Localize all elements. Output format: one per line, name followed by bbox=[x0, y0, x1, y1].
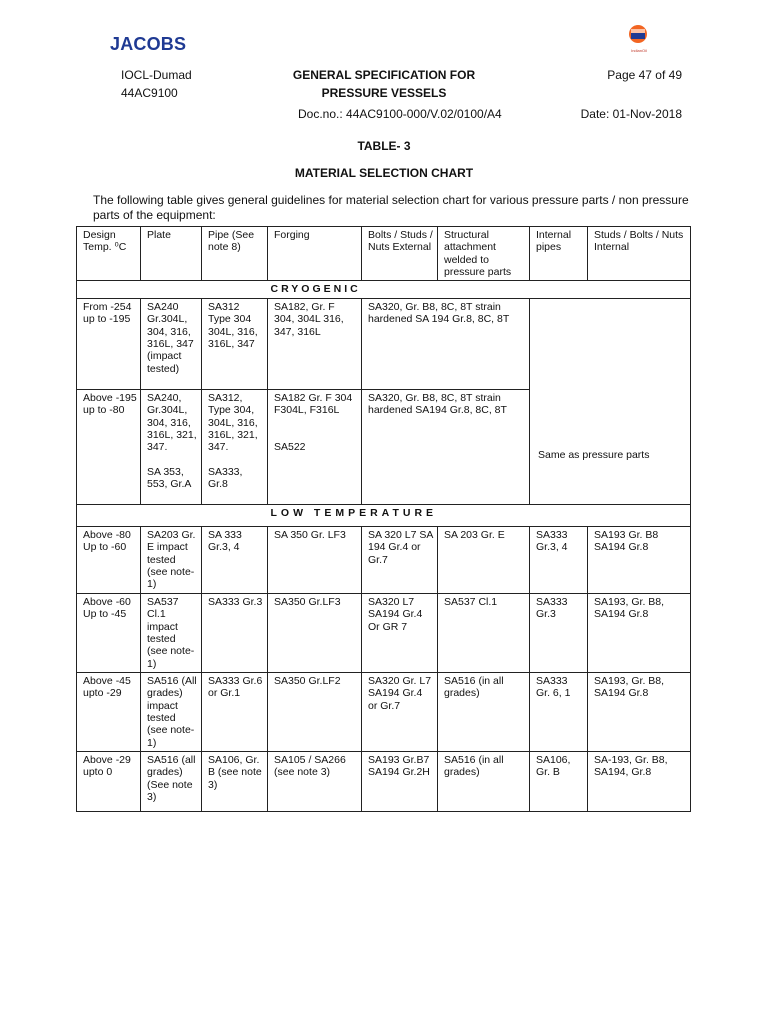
cell-studs-internal: SA193 Gr. B8 SA194 Gr.8 bbox=[588, 527, 691, 594]
cell-pipe: SA333 Gr.6 or Gr.1 bbox=[202, 673, 268, 752]
cell-studs-internal: SA193, Gr. B8, SA194 Gr.8 bbox=[588, 673, 691, 752]
cell-forging: SA350 Gr.LF2 bbox=[268, 673, 362, 752]
cell-bolts-external: SA320 L7 SA194 Gr.4 Or GR 7 bbox=[362, 594, 438, 673]
chart-title: MATERIAL SELECTION CHART bbox=[294, 166, 474, 180]
cell-same-as-pressure-parts bbox=[530, 299, 691, 505]
cell-internal-pipes: SA333 Gr.3 bbox=[530, 594, 588, 673]
section-row-cryogenic bbox=[77, 281, 691, 299]
cell-bolts-external: SA320, Gr. B8, 8C, 8T strain hardened SA 194 Gr.8, 8C, 8T bbox=[362, 299, 530, 390]
cell-pipe: SA312 Type 304 304L, 316, 316L, 347 bbox=[202, 299, 268, 390]
cell-bolts-external: SA 320 L7 SA 194 Gr.4 or Gr.7 bbox=[362, 527, 438, 594]
col-header-forging: Forging bbox=[268, 227, 362, 281]
cell-pipe bbox=[202, 390, 268, 505]
cell-structural-attachment: SA 203 Gr. E bbox=[438, 527, 530, 594]
cell-internal-pipes: SA333 Gr.3, 4 bbox=[530, 527, 588, 594]
project-name: IOCL-Dumad bbox=[121, 68, 192, 82]
page-number: Page 47 of 49 bbox=[607, 68, 682, 82]
table-row bbox=[77, 527, 691, 594]
cell-bolts-external: SA320 Gr. L7 SA194 Gr.4 or Gr.7 bbox=[362, 673, 438, 752]
table-title: TABLE- 3 bbox=[357, 139, 411, 153]
cell-plate: SA516 (all grades) (See note 3) bbox=[141, 752, 202, 812]
cell-internal-pipes: SA333 Gr. 6, 1 bbox=[530, 673, 588, 752]
col-header-pipe: Pipe (See note 8) bbox=[202, 227, 268, 281]
section-label-cryogenic: CRYOGENIC bbox=[268, 281, 691, 299]
cell-plate: SA240 Gr.304L, 304, 316, 316L, 347 (impact tested) bbox=[141, 299, 202, 390]
table-row bbox=[77, 594, 691, 673]
cell-temp: Above -29 upto 0 bbox=[77, 752, 141, 812]
section-label-low-temperature: LOW TEMPERATURE bbox=[268, 505, 691, 527]
doc-number: Doc.no.: 44AC9100-000/V.02/0100/A4 bbox=[298, 107, 502, 121]
col-header-design-temp: Design Temp. ⁰C bbox=[77, 227, 141, 281]
material-selection-table bbox=[76, 226, 691, 812]
plate-text: SA240, Gr.304L, 304, 316, 316L, 321, 347. bbox=[147, 392, 197, 454]
cell-plate bbox=[141, 390, 202, 505]
cell-pipe: SA 333 Gr.3, 4 bbox=[202, 527, 268, 594]
spec-title-line2: PRESSURE VESSELS bbox=[321, 86, 447, 100]
same-as-label: Same as pressure parts bbox=[538, 449, 650, 462]
table-row bbox=[77, 299, 691, 390]
cell-forging: SA350 Gr.LF3 bbox=[268, 594, 362, 673]
job-number: 44AC9100 bbox=[121, 86, 178, 100]
col-header-internal-pipes: Internal pipes bbox=[530, 227, 588, 281]
cell-bolts-external: SA320, Gr. B8, 8C, 8T strain hardened SA194 Gr.8, 8C, 8T bbox=[362, 390, 530, 505]
cell-forging bbox=[268, 390, 362, 505]
intro-paragraph: The following table gives general guidelines for material selection chart for various pressure parts / non pressure parts of the equipment: bbox=[93, 193, 689, 222]
cell-structural-attachment: SA516 (in all grades) bbox=[438, 673, 530, 752]
cell-structural-attachment: SA537 Cl.1 bbox=[438, 594, 530, 673]
col-header-structural-attachment: Structural attachment welded to pressure parts bbox=[438, 227, 530, 281]
jacobs-logo: JACOBS bbox=[110, 34, 187, 54]
cell-forging: SA 350 Gr. LF3 bbox=[268, 527, 362, 594]
col-header-studs-internal: Studs / Bolts / Nuts Internal bbox=[588, 227, 691, 281]
pipe-text-alt: SA333, Gr.8 bbox=[208, 465, 243, 490]
table-row bbox=[77, 673, 691, 752]
table-row bbox=[77, 752, 691, 812]
cell-temp: Above -195 up to -80 bbox=[77, 390, 141, 505]
col-header-bolts-external: Bolts / Studs / Nuts External bbox=[362, 227, 438, 281]
cell-temp: Above -60 Up to -45 bbox=[77, 594, 141, 673]
cell-plate: SA537 Cl.1 impact tested (see note-1) bbox=[141, 594, 202, 673]
cell-plate: SA203 Gr. E impact tested (see note-1) bbox=[141, 527, 202, 594]
cell-internal-pipes: SA106, Gr. B bbox=[530, 752, 588, 812]
cell-pipe: SA106, Gr. B (see note 3) bbox=[202, 752, 268, 812]
col-header-plate: Plate bbox=[141, 227, 202, 281]
cell-forging: SA182, Gr. F 304, 304L 316, 347, 316L bbox=[268, 299, 362, 390]
forging-text-alt: SA522 bbox=[274, 440, 306, 453]
cell-structural-attachment: SA516 (in all grades) bbox=[438, 752, 530, 812]
cell-pipe: SA333 Gr.3 bbox=[202, 594, 268, 673]
cell-temp: From -254 up to -195 bbox=[77, 299, 141, 390]
cell-temp: Above -80 Up to -60 bbox=[77, 527, 141, 594]
doc-date: Date: 01-Nov-2018 bbox=[580, 107, 682, 121]
indianoil-caption: IndianOil bbox=[631, 48, 647, 53]
spec-title-line1: GENERAL SPECIFICATION FOR bbox=[292, 68, 476, 82]
indianoil-logo-icon bbox=[628, 24, 648, 48]
cell-plate: SA516 (All grades) impact tested (see note-1) bbox=[141, 673, 202, 752]
plate-text-alt: SA 353, 553, Gr.A bbox=[147, 465, 192, 490]
pipe-text: SA312, Type 304, 304L, 316, 316L, 321, 347. bbox=[208, 392, 258, 454]
forging-text: SA182 Gr. F 304 F304L, F316L bbox=[274, 392, 353, 417]
cell-studs-internal: SA193, Gr. B8, SA194 Gr.8 bbox=[588, 594, 691, 673]
cell-forging: SA105 / SA266 (see note 3) bbox=[268, 752, 362, 812]
table-header-row bbox=[77, 227, 691, 281]
cell-bolts-external: SA193 Gr.B7 SA194 Gr.2H bbox=[362, 752, 438, 812]
cell-temp: Above -45 upto -29 bbox=[77, 673, 141, 752]
section-row-low-temperature bbox=[77, 505, 691, 527]
cell-studs-internal: SA-193, Gr. B8, SA194, Gr.8 bbox=[588, 752, 691, 812]
